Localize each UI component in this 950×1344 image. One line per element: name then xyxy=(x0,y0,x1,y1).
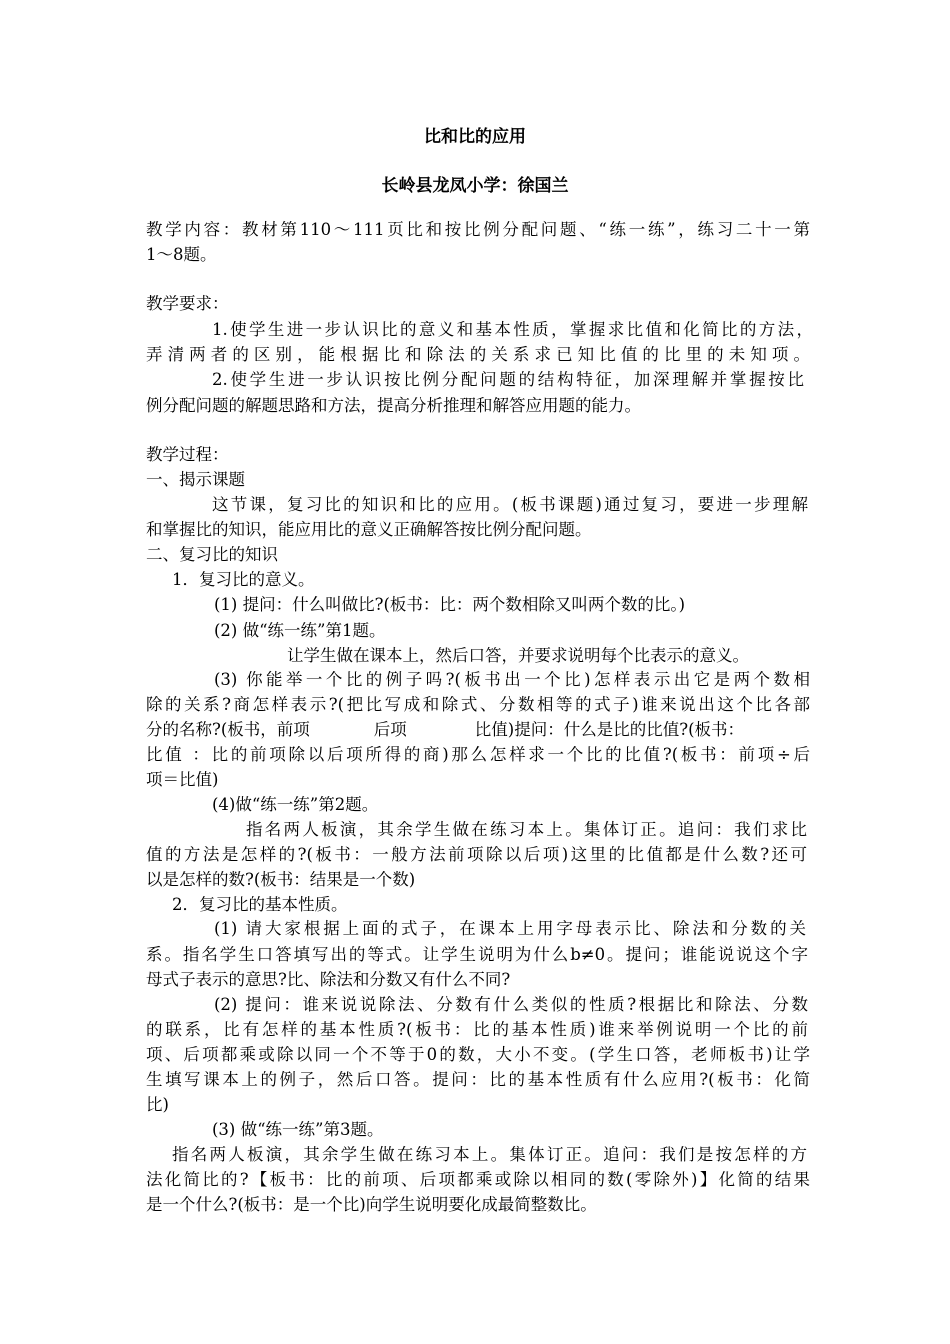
paragraph-line: 指名两人板演，其余学生做在练习本上。集体订正。追问：我们是按怎样的方 xyxy=(172,1145,807,1164)
paragraph-line: (3) 你能举一个比的例子吗?(板书出一个比)怎样表示出它是两个数相 xyxy=(214,670,810,689)
subsection-heading: 1．复习比的意义。 xyxy=(172,570,315,589)
requirement-line: 1.使学生进一步认识比的意义和基本性质，掌握求比值和化简比的方法， xyxy=(212,320,813,339)
process-heading: 教学过程： xyxy=(146,445,229,464)
paragraph-line: (2) 做“练一练”第1题。 xyxy=(214,621,386,640)
paragraph-line: 生填写课本上的例子，然后口答。提问：比的基本性质有什么应用?(板书：化简 xyxy=(146,1070,810,1089)
content-line: 教学内容：教材第110～111页比和按比例分配问题、“练一练”，练习二十一第 xyxy=(146,220,810,239)
paragraph-line: (4)做“练一练”第2题。 xyxy=(212,795,379,814)
requirements-heading: 教学要求： xyxy=(146,294,229,313)
section-heading: 二、复习比的知识 xyxy=(146,545,278,564)
section-heading: 一、揭示课题 xyxy=(146,470,245,489)
requirement-line: 例分配问题的解题思路和方法，提高分析推理和解答应用题的能力。 xyxy=(146,396,641,415)
paragraph-line: 这节课，复习比的知识和比的应用。(板书课题)通过复习，要进一步理解 xyxy=(212,495,808,514)
author-line: 长岭县龙凤小学：徐国兰 xyxy=(381,176,569,196)
paragraph-line: (1) 提问：什么叫做比?(板书：比：两个数相除又叫两个数的比。) xyxy=(214,595,686,614)
subsection-heading: 2．复习比的基本性质。 xyxy=(172,895,348,914)
paragraph-line: (1) 请大家根据上面的式子，在课本上用字母表示比、除法和分数的关 xyxy=(214,919,806,938)
paragraph-line: 让学生做在课本上，然后口答，并要求说明每个比表示的意义。 xyxy=(287,646,749,665)
paragraph-line: 以是怎样的数?(板书：结果是一个数) xyxy=(146,870,416,889)
paragraph-line: (3) 做“练一练”第3题。 xyxy=(212,1120,384,1139)
requirement-line: 2.使学生进一步认识按比例分配问题的结构特征，加深理解并掌握按比 xyxy=(212,370,804,389)
content-line: 1～8题。 xyxy=(146,245,217,264)
document-title: 比和比的应用 xyxy=(424,127,526,147)
paragraph-line: (2) 提问：谁来说说除法、分数有什么类似的性质?根据比和除法、分数 xyxy=(214,995,808,1014)
paragraph-line: 和掌握比的知识，能应用比的意义正确解答按比例分配问题。 xyxy=(146,520,592,539)
paragraph-line: 值的方法是怎样的?(板书：一般方法前项除以后项)这里的比值都是什么数?还可 xyxy=(146,845,807,864)
requirement-line: 弄清两者的区别，能根据比和除法的关系求已知比值的比里的未知项。 xyxy=(146,345,810,364)
text-fragment: 分的名称?(板书，前项 xyxy=(146,720,310,739)
text-fragment: 后项 xyxy=(373,720,407,739)
paragraph-line xyxy=(146,718,744,742)
text-fragment: 比值)提问：什么是比的比值?(板书： xyxy=(474,720,745,739)
paragraph-line: 的联系，比有怎样的基本性质?(板书：比的基本性质)谁来举例说明一个比的前 xyxy=(146,1020,808,1039)
paragraph-line: 系。指名学生口答填写出的等式。让学生说明为什么b≠0。提问；谁能说说这个字 xyxy=(146,945,808,964)
paragraph-line: 母式子表示的意思?比、除法和分数又有什么不同? xyxy=(146,970,511,989)
paragraph-line: 指名两人板演，其余学生做在练习本上。集体订正。追问：我们求比 xyxy=(246,820,807,839)
paragraph-line: 除的关系?商怎样表示?(把比写成和除式、分数相等的式子)谁来说出这个比各部 xyxy=(146,695,810,714)
paragraph-line: 项、后项都乘或除以同一个不等于0的数，大小不变。(学生口答，老师板书)让学 xyxy=(146,1045,810,1064)
paragraph-line: 是一个什么?(板书：是一个比)向学生说明要化成最简整数比。 xyxy=(146,1195,597,1214)
paragraph-line: 法化简比的?【板书：比的前项、后项都乘或除以相同的数(零除外)】化简的结果 xyxy=(146,1170,810,1189)
paragraph-line: 项＝比值) xyxy=(146,770,219,789)
paragraph-line: 比值 ：比的前项除以后项所得的商)那么怎样求一个比的比值?(板书：前项÷后 xyxy=(146,745,810,764)
paragraph-line: 比) xyxy=(146,1095,169,1114)
